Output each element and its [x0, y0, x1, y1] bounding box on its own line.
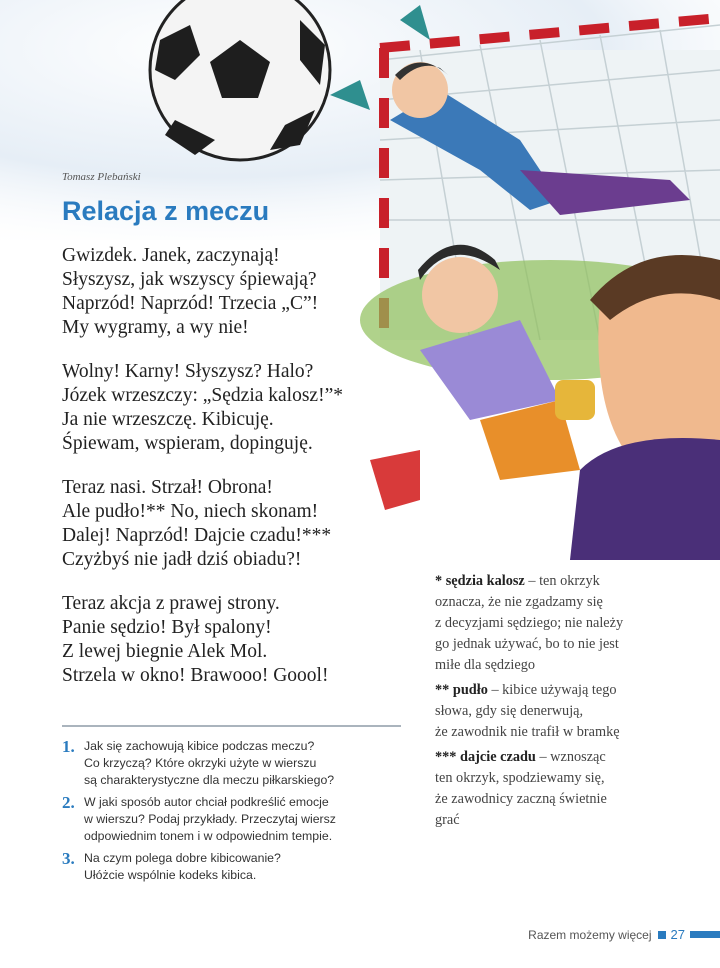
poem-line: Dalej! Naprzód! Dajcie czadu!*** [62, 525, 332, 546]
footnote-text: miłe dla sędziego [435, 657, 536, 673]
footnote [435, 571, 720, 676]
footnote-text: z decyzjami sędziego; nie należy [435, 615, 624, 631]
poem-line: Ja nie wrzeszczę. Kibicuję. [62, 409, 274, 430]
stanza [62, 592, 343, 688]
stanza [62, 476, 343, 572]
poem-line: Teraz akcja z prawej strony. [62, 593, 280, 614]
footnote-text: że zawodnicy zaczną świetnie [435, 791, 607, 807]
poem-line: Naprzód! Naprzód! Trzecia „C”! [62, 293, 319, 314]
question-line: są charakterystyczne dla meczu piłkarskiego? [84, 773, 335, 787]
footnote-mark: *** [435, 749, 457, 765]
question-line: Jak się zachowują kibice podczas meczu? [84, 739, 315, 753]
question-line: Co krzyczą? Które okrzyki użyte w wierszu [84, 756, 317, 770]
poem-line: My wygramy, a wy nie! [62, 317, 249, 338]
poem-line: Józek wrzeszczy: „Sędzia kalosz!”* [62, 385, 343, 406]
footnote [435, 747, 720, 831]
soccer-ball-icon [150, 0, 330, 160]
footnote-text: oznacza, że nie zgadzamy się [435, 594, 603, 610]
poem-line: Panie sędzio! Był spalony! [62, 617, 272, 638]
footnote-text: go jednak używać, bo to nie jest [435, 636, 619, 652]
footnote-text: słowa, gdy się denerwują, [435, 703, 584, 719]
question-number: 3. [62, 849, 75, 868]
poem-line: Teraz nasi. Strzał! Obrona! [62, 477, 273, 498]
poem-line: Z lewej biegnie Alek Mol. [62, 641, 268, 662]
question-line: W jaki sposób autor chciał podkreślić emocje [84, 795, 329, 809]
poem [62, 244, 343, 708]
poem-line: Ale pudło!** No, niech skonam! [62, 501, 319, 522]
poem-line: Śpiewam, wspieram, dopinguję. [62, 433, 313, 454]
square-marker-icon [658, 931, 666, 939]
question-line: odpowiednim tonem i w odpowiednim tempie. [84, 829, 333, 843]
stanza [62, 360, 343, 456]
footnote-term: sędzia kalosz [445, 573, 525, 589]
footnote-text: – ten okrzyk [528, 573, 600, 589]
question [62, 850, 412, 884]
page-number: 27 [670, 927, 685, 942]
question [62, 738, 412, 789]
author-name: Tomasz Plebański [62, 171, 141, 183]
footnote-text: – wznosząc [539, 749, 606, 765]
footnote-mark: * [435, 573, 443, 589]
poem-line: Czyżbyś nie jadł dziś obiadu?! [62, 549, 302, 570]
footnote-mark: ** [435, 682, 450, 698]
poem-line: Strzela w okno! Brawooo! Goool! [62, 665, 329, 686]
question-number: 2. [62, 793, 75, 812]
footnote-text: że zawodnik nie trafił w bramkę [435, 724, 620, 740]
questions-list [62, 738, 412, 889]
footer-text: Razem możemy więcej [528, 927, 652, 942]
question-line: Na czym polega dobre kibicowanie? [84, 851, 281, 865]
poem-line: Gwizdek. Janek, zaczynają! [62, 245, 280, 266]
footnote-text: – kibice używają tego [491, 682, 617, 698]
page-footer [528, 927, 720, 942]
footnote-term: pudło [452, 682, 488, 698]
question-number: 1. [62, 737, 75, 756]
question-line: Ułóżcie wspólnie kodeks kibica. [84, 868, 257, 882]
footnote-text: ten okrzyk, spodziewamy się, [435, 770, 605, 786]
stanza [62, 244, 343, 340]
question [62, 794, 412, 845]
footer-bar [690, 931, 720, 938]
poem-line: Słyszysz, jak wszyscy śpiewają? [62, 269, 317, 290]
poem-title: Relacja z meczu [62, 196, 270, 226]
poem-line: Wolny! Karny! Słyszysz? Halo? [62, 361, 314, 382]
divider [62, 725, 401, 727]
footnote-text: grać [435, 812, 460, 828]
footnote-term: dajcie czadu [460, 749, 536, 765]
question-line: w wierszu? Podaj przykłady. Przeczytaj wiersz [84, 812, 336, 826]
footnote [435, 680, 720, 743]
footnotes [435, 571, 720, 835]
